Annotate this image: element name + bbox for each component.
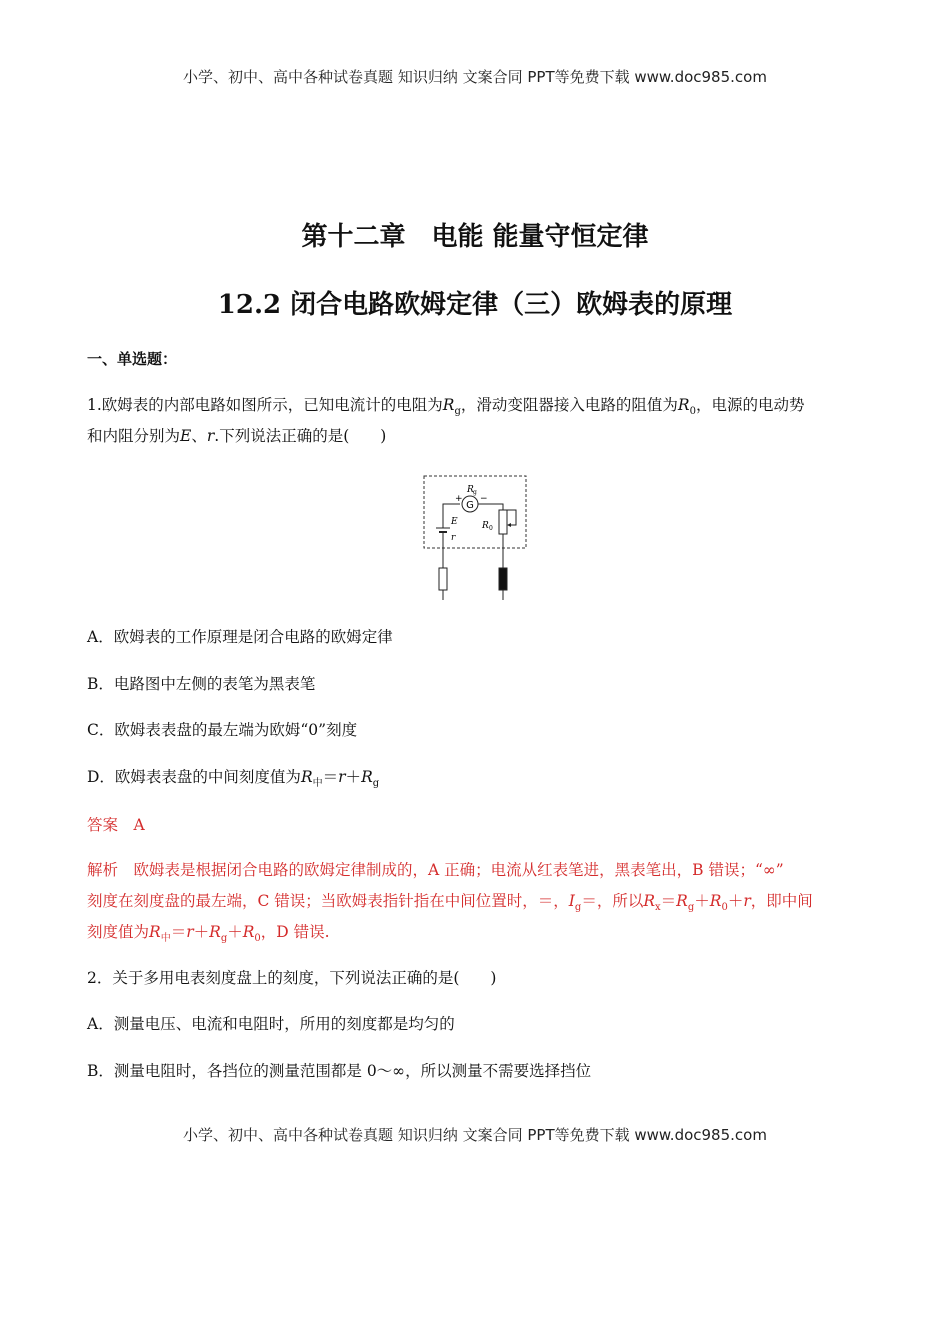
right-probe <box>499 568 507 590</box>
svg-text:g: g <box>473 489 477 496</box>
svg-text:E: E <box>451 517 458 527</box>
ohmmeter-circuit-diagram <box>418 470 533 605</box>
svg-text:r: r <box>451 533 456 543</box>
q1-option-a: A．欧姆表的工作原理是闭合电路的欧姆定律 <box>87 628 393 646</box>
q1-analysis-line3: 刻度值为$R_中=r+R_g+R_0$，D 错误. <box>87 923 330 945</box>
svg-text:R: R <box>482 521 489 531</box>
section-title: 12.2 闭合电路欧姆定律（三）欧姆表的原理 <box>217 290 733 320</box>
q2-option-b: B．测量电阻时，各挡位的测量范围都是 0～∞，所以测量不需要选择挡位 <box>87 1062 592 1080</box>
q1-answer: 答案 A <box>87 816 145 834</box>
q1-option-b: B．电路图中左侧的表笔为黑表笔 <box>87 675 316 693</box>
rheostat-symbol <box>499 510 507 534</box>
page-header: 小学、初中、高中各种试卷真题 知识归纳 文案合同 PPT等免费下载 www.doc985.com <box>183 68 767 86</box>
svg-text:R: R <box>467 485 474 495</box>
page-footer: 小学、初中、高中各种试卷真题 知识归纳 文案合同 PPT等免费下载 www.doc985.com <box>183 1126 767 1144</box>
svg-text:−: − <box>480 494 488 504</box>
q1-option-c: C．欧姆表表盘的最左端为欧姆“0”刻度 <box>87 721 358 739</box>
q1-option-d: D．欧姆表表盘的中间刻度值为$R_中=r+R_g$ <box>87 768 380 790</box>
q1-stem-line1: 1.欧姆表的内部电路如图所示，已知电流计的电阻为$R_g$，滑动变阻器接入电路的阻值为$R_0$，电源的电动势 <box>87 396 805 418</box>
q2-option-a: A．测量电压、电流和电阻时，所用的刻度都是均匀的 <box>87 1015 455 1033</box>
left-probe <box>439 568 447 590</box>
q1-analysis-line1: 解析 欧姆表是根据闭合电路的欧姆定律制成的，A 正确；电流从红表笔进，黑表笔出，B 错误；“∞” <box>87 861 784 879</box>
svg-text:0: 0 <box>489 525 493 532</box>
part-heading: 一、单选题： <box>87 350 178 368</box>
q1-analysis-line2: 刻度在刻度盘的最左端，C 错误；当欧姆表指针指在中间位置时，＝，$I_g=$，所以$R_x=R_g+R_0+r$，即中间 <box>87 892 813 914</box>
svg-text:G: G <box>466 500 474 511</box>
svg-text:+: + <box>455 494 463 504</box>
q1-stem-line2: 和内阻分别为E、r.下列说法正确的是( ) <box>87 427 387 445</box>
chapter-title: 第十二章 电能 能量守恒定律 <box>301 222 649 252</box>
q2-stem: 2．关于多用电表刻度盘上的刻度，下列说法正确的是( ) <box>87 969 497 987</box>
